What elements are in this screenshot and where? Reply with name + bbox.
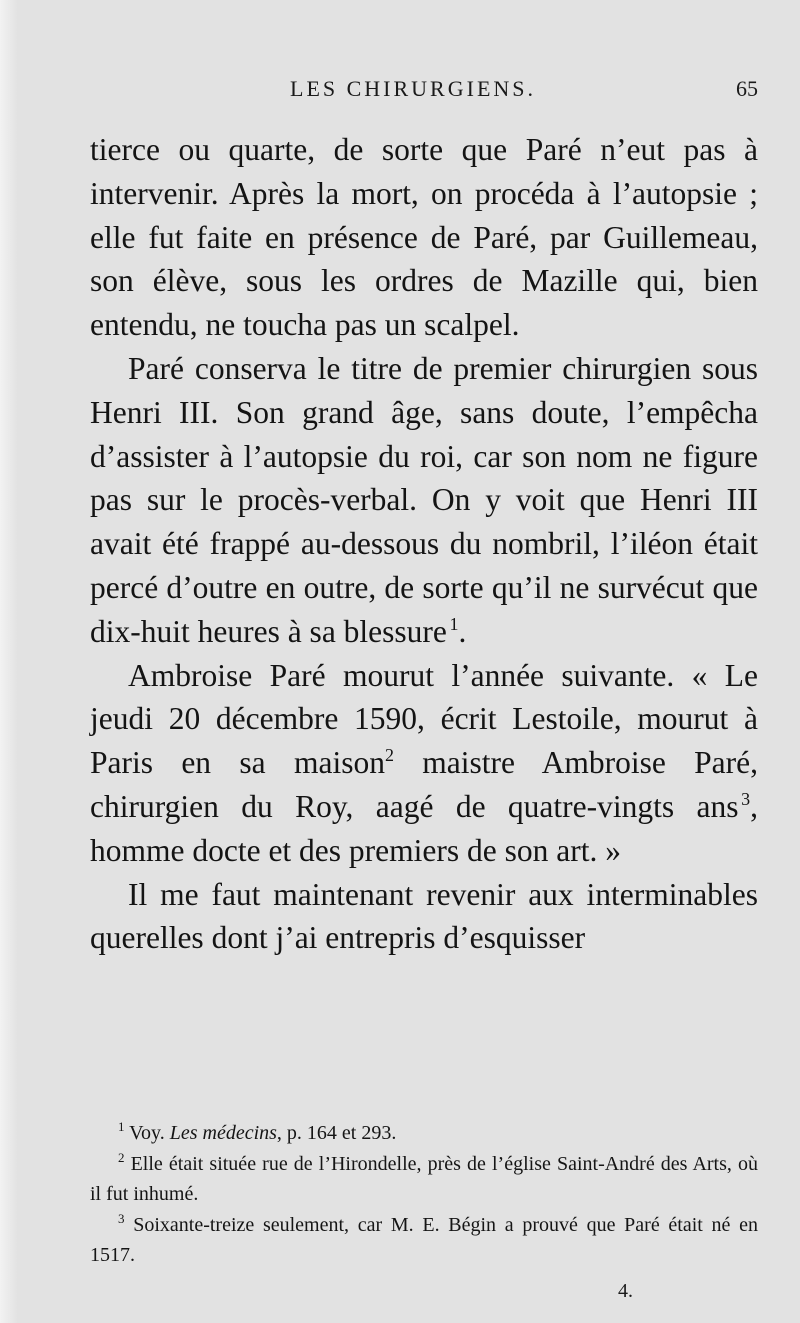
footnote-3-text: Soixante-treize seulement, car M. E. Bégin a prouvé que Paré était né en 1517. (90, 1213, 758, 1266)
paragraph-2-text: Paré conserva le titre de premier chirurgien sous Henri III. Son grand âge, sans doute, l’empêcha d’assister à l’autopsie du roi, car son nom ne figure pas sur le procès-verbal. On y voit que Henri III avait été frappé au-dessous du nombril, l’iléon était percé d’outre en outre, de sorte qu’il ne survécut que dix-huit heures à sa blessure (90, 350, 758, 649)
footnotes (90, 1118, 758, 1271)
footnote-ref-3: 3 (741, 788, 751, 809)
page-number: 65 (736, 76, 758, 101)
footnote-ref-1: 1 (449, 613, 459, 634)
paragraph-3-part-1: Ambroise Paré mourut l’année suivante. « Le jeudi 20 décembre 1590, écrit Lestoile, mourut à Paris en sa maison (90, 657, 758, 781)
paragraph-4 (90, 873, 758, 961)
paragraph-3 (90, 654, 758, 873)
footnote-3-marker: 3 (118, 1210, 125, 1226)
footnote-2 (90, 1149, 758, 1210)
signature-mark: 4. (618, 1280, 633, 1302)
paragraph-2-end: . (458, 613, 467, 649)
footnote-ref-2: 2 (384, 745, 394, 766)
body-text (90, 128, 758, 960)
paragraph-2 (90, 347, 758, 654)
paragraph-3-part-3: , homme docte et des premiers de son art. » (90, 788, 758, 868)
footnote-1-marker: 1 (118, 1119, 125, 1134)
footnote-2-marker: 2 (118, 1149, 125, 1165)
footnote-1-pre: Voy. (124, 1122, 170, 1144)
footnote-1-post: , p. 164 et 293. (276, 1122, 397, 1144)
running-title: LES CHIRURGIENS. (290, 76, 537, 101)
footnote-1 (90, 1118, 758, 1149)
paragraph-1-text: tierce ou quarte, de sorte que Paré n’eut pas à intervenir. Après la mort, on procéda à l’autopsie ; elle fut faite en présence de Paré, par Guillemeau, son élève, sous les ordres de Mazille qui, bien entendu, ne toucha pas un scalpel. (90, 132, 758, 343)
footnote-1-title: Les médecins (169, 1122, 277, 1144)
footnote-3 (90, 1210, 758, 1271)
paragraph-1 (90, 128, 758, 347)
paragraph-4-text: Il me faut maintenant revenir aux interminables querelles dont j’ai entrepris d’esquisser (90, 876, 758, 956)
running-head (90, 76, 758, 106)
footnote-2-text: Elle était située rue de l’Hirondelle, près de l’église Saint-André des Arts, où il fut inhumé. (90, 1152, 758, 1205)
paragraph-3-part-2: maistre Ambroise Paré, chirurgien du Roy, aagé de quatre-vingts ans (90, 745, 758, 824)
